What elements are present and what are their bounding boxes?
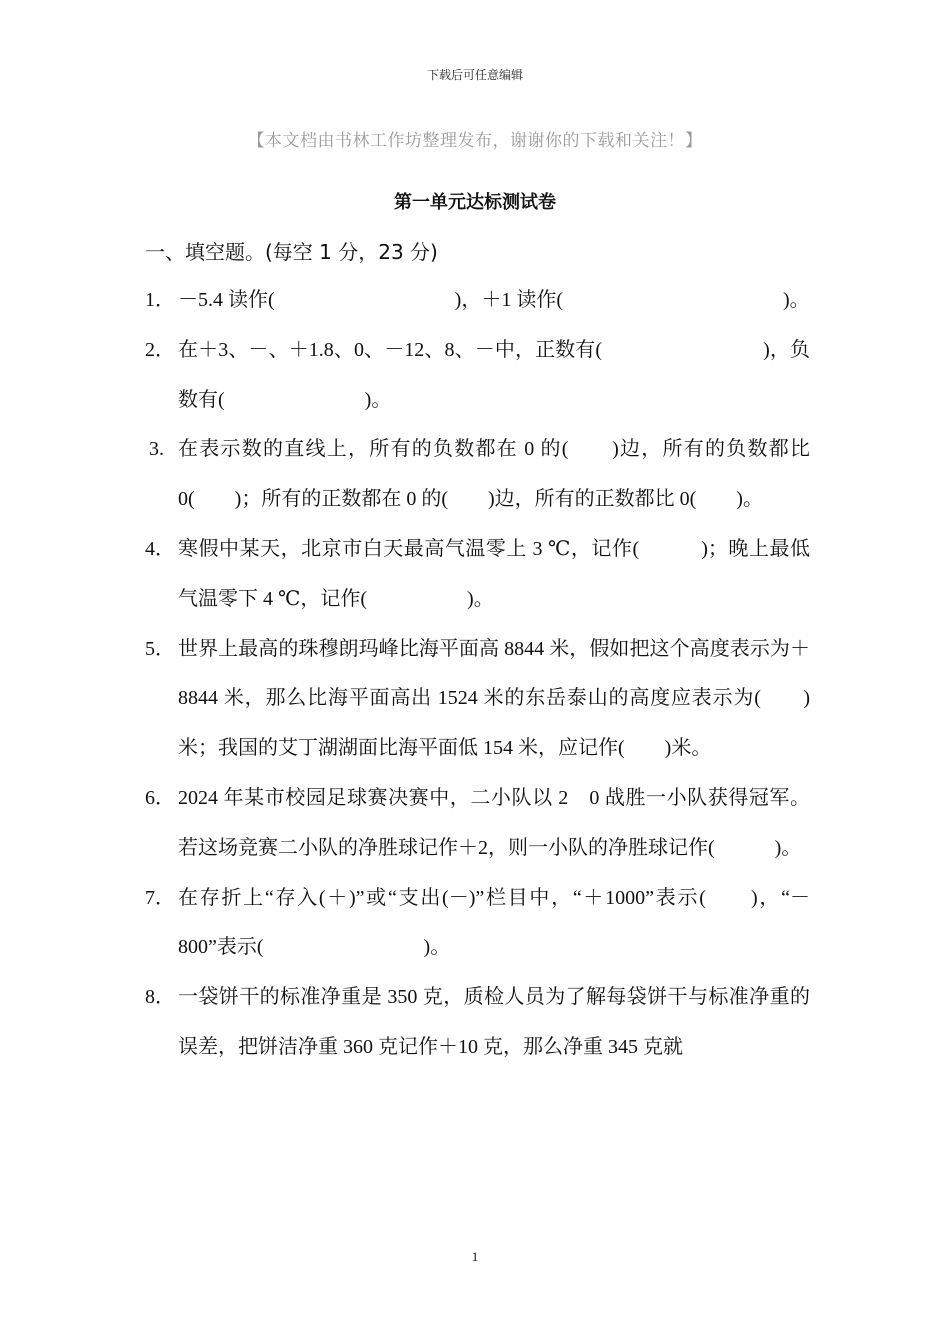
question-number: 5．	[145, 637, 175, 660]
question-text: 世界上最高的珠穆朗玛峰比海平面高 8844 米，假如把这个高度表示为＋8844 米，那么比海平面高出 1524 米的东岳泰山的高度应表示为( )米；我国的艾丁湖湖面比海平面低 154 米，应记作( )米。	[178, 637, 810, 760]
question-list	[145, 276, 810, 1073]
question-item	[145, 425, 810, 525]
page-title: 第一单元达标测试卷	[394, 192, 556, 213]
question-number: 6．	[145, 786, 175, 809]
question-item	[145, 874, 810, 974]
banner: 【本文档由书林工作坊整理发布，谢谢你的下载和关注！】	[247, 131, 703, 151]
question-number: 1．	[145, 289, 175, 311]
question-item	[145, 326, 810, 426]
question-item	[145, 525, 810, 625]
question-text: 在表示数的直线上，所有的负数都在 0 的( )边，所有的负数都比 0( )；所有的正数都在 0 的( )边，所有的正数都比 0( )。	[178, 438, 810, 511]
question-item	[145, 276, 810, 326]
question-number: 2．	[145, 338, 175, 361]
question-item	[145, 774, 810, 874]
question-number: 8．	[145, 986, 175, 1009]
question-text: 在＋3、－、＋1.8、0、－12、8、－中，正数有( )，负数有( )。	[178, 338, 810, 411]
question-text: －5.4 读作( )，＋1 读作( )。	[178, 289, 810, 311]
question-text: 一袋饼干的标准净重是 350 克，质检人员为了解每袋饼干与标准净重的误差，把饼洁净重 360 克记作＋10 克，那么净重 345 克就	[178, 986, 810, 1058]
question-item	[145, 625, 810, 774]
question-text: 2024 年某市校园足球赛决赛中，二小队以 2 0 战胜一小队获得冠军。若这场竞赛二小队的净胜球记作＋2，则一小队的净胜球记作( )。	[178, 786, 810, 859]
question-number: 3.	[149, 438, 164, 461]
question-number: 4．	[145, 537, 175, 560]
question-text: 寒假中某天，北京市白天最高气温零上 3 ℃，记作( )；晚上最低气温零下 4 ℃，记作( )。	[178, 537, 810, 610]
section-heading: 一、填空题。(每空 1 分，23 分)	[145, 240, 438, 264]
question-number: 7．	[145, 886, 175, 909]
question-item	[145, 973, 810, 1073]
question-text: 在存折上“存入(＋)”或“支出(－)”栏目中，“＋1000”表示( )，“－800”表示( )。	[178, 886, 810, 959]
page-number: 1	[471, 1249, 479, 1264]
header-note: 下载后可任意编辑	[426, 68, 523, 82]
